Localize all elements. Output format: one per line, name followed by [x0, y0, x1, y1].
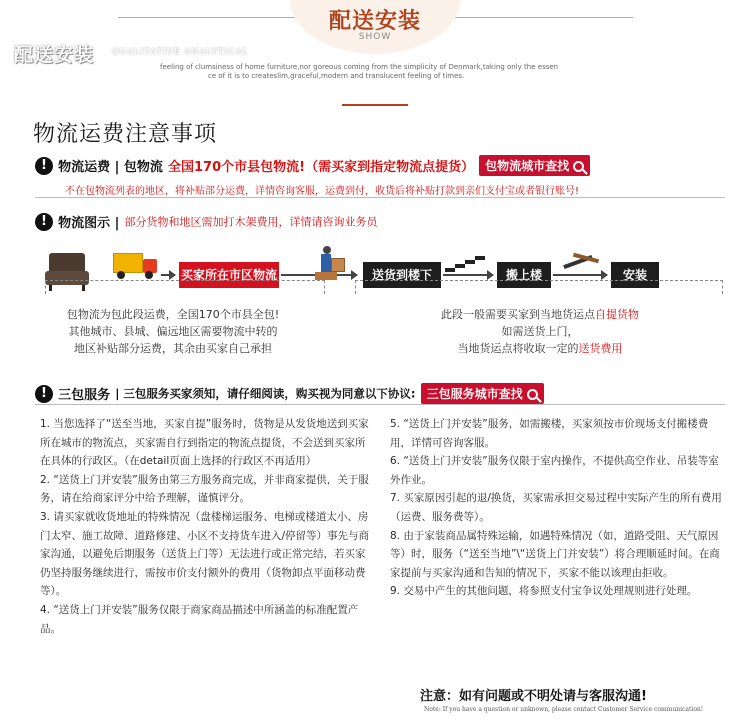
term-item: 2. “送货上门并安装”服务由第三方服务商完成，并非商家提供，关于服务，请在给商家评分中给予理解，谨慎评分。 — [40, 473, 369, 505]
banner-description-line-2: ce of it is to createslim,graceful,modern and translucent feeling of times. — [208, 72, 465, 80]
logistics-city-search-label: 包物流城市查找 — [485, 159, 570, 173]
banner-description — [160, 63, 620, 81]
page-title: 物流运费注意事项 — [33, 122, 218, 147]
flow-step-logistics-point: 买家所在市区物流点 — [179, 262, 279, 288]
footer-notice: 注意：如有问题或不明处请与客服沟通! — [420, 689, 647, 704]
logistics-diagram-desc: 部分货物和地区需加打木架费用，详情请咨询业务员 — [124, 215, 378, 229]
brand-logo-text: 配送安装 — [14, 44, 95, 66]
flow-arrow — [553, 274, 607, 276]
search-icon — [573, 161, 584, 172]
flow-caption-right-text: 此段一般需要买家到当地货运点 — [441, 308, 595, 321]
alert-icon: ! — [35, 213, 53, 231]
flow-caption-left-line: 包物流为包此段运费，全国170个市县全包! — [66, 308, 280, 321]
flow-bracket-left — [45, 280, 325, 294]
term-item: 1. 当您选择了“送至当地，买家自提”服务时，货物是从发货地送到买家所在城市的物流点，买家需自行到指定的物流点提货，不会送到买家所在具体的行政区。（在detail页面上选择的行政区不再适用） — [40, 418, 369, 468]
flow-caption-left-line: 地区补贴部分运费，其余由买家自己承担 — [74, 342, 272, 355]
porter-icon — [315, 246, 347, 280]
warranty-service-label: 三包服务 — [58, 388, 111, 403]
flow-step-install: 安装 — [611, 262, 659, 288]
terms-left-column — [40, 415, 370, 638]
flow-caption-right-highlight: 送货费用 — [578, 342, 623, 355]
shipping-fee-highlight: 全国170个市县包物流!（需买家到指定物流点提货） — [168, 160, 475, 175]
flow-step-carry-upstairs: 搬上楼 — [497, 262, 551, 288]
section-accent-rule — [342, 104, 408, 106]
term-item: 6. “送货上门并安装”服务仅限于室内操作，不提供高空作业、吊装等室外作业。 — [390, 455, 719, 486]
flow-bracket-right — [355, 280, 723, 294]
warranty-service-desc: | 三包服务买家须知，请仔细阅读，购买视为同意以下协议: — [115, 386, 416, 401]
logistics-diagram-label: 物流图示 | — [58, 216, 120, 231]
section-divider — [35, 404, 725, 405]
banner-divider-left — [118, 17, 308, 18]
stairs-icon — [445, 252, 489, 272]
term-item: 5. “送货上门并安装”服务，如需搬楼，买家须按市价现场支付搬楼费用，详情可咨询客服。 — [390, 418, 709, 449]
flow-caption-right-text: 当地货运点将收取一定的 — [457, 342, 579, 355]
tools-icon — [563, 250, 603, 272]
terms-right-column — [390, 415, 728, 601]
footer-notice-english: Note: If you have a question or unknown, please contact Customer Service communication! — [424, 706, 704, 713]
banner-title: 配送安装 — [328, 9, 421, 34]
truck-icon — [113, 253, 159, 283]
warranty-service-header — [35, 383, 544, 404]
warranty-city-search-label: 三包服务城市查找 — [426, 387, 523, 401]
banner-subtitle: SHOW — [358, 32, 392, 42]
search-icon — [527, 389, 538, 400]
shipping-fee-note: 不在包物流列表的地区，将补贴部分运费，详情咨询客服，运费到付，收货后将补贴打款到亲们支付宝或者银行账号! — [65, 186, 580, 197]
term-item: 7. 买家原因引起的退/换货，买家需承担交易过程中实际产生的所有费用（运费、服务费等）。 — [390, 492, 722, 523]
flow-caption-left-line: 其他城市、县城、偏远地区需要物流中转的 — [68, 325, 278, 338]
term-item: 3. 请买家就收货地址的特殊情况（盘楼梯运服务、电梯或楼道太小、房门太窄、施工故障、道路修建、小区不支持货车进入/停留等）事先与商家沟通，以避免后期服务（送货上门等）无法进行或正常完结，若买家仍坚持服务继续进行，需按市价支付额外的费用（货物卸点平面移动费等）。 — [40, 510, 370, 598]
logistics-flow-diagram — [35, 238, 725, 378]
banner-divider-right — [443, 17, 633, 18]
term-item: 9. 交易中产生的其他问题，将参照支付宝争议处理规则进行处理。 — [390, 585, 698, 598]
flow-caption-right-highlight: 自提货物 — [595, 308, 639, 321]
term-item: 8. 由于家装商品属特殊运输，如遇特殊情况（如，道路受阻、天气原因等）时，服务（“送至当地”\“送货上门并安装”）将合理顺延时间。在商家提前与买家沟通和告知的情况下，买家不能以该理由拒收。 — [390, 529, 720, 579]
alert-icon: ! — [35, 385, 53, 403]
flow-arrow — [161, 274, 175, 276]
flow-caption-right — [365, 306, 715, 357]
flow-caption-right-text: 如需送货上门， — [501, 325, 579, 338]
section-divider — [35, 197, 725, 198]
logistics-diagram-header — [35, 211, 377, 231]
warranty-city-search-button[interactable] — [421, 383, 544, 404]
header-banner — [0, 0, 750, 92]
banner-description-line-1: feeling of clumsiness of home furniture,nor goreous coming from the simplicity of Denmark,taking only the essen — [160, 63, 559, 71]
shipping-fee-section — [35, 155, 725, 197]
brand-logo-english: QUALITATIVE ANALYTICAL — [112, 47, 249, 56]
flow-arrow — [443, 274, 493, 276]
flow-step-deliver-downstairs: 送货到楼下 — [363, 262, 441, 288]
term-item: 4. “送货上门并安装”服务仅限于商家商品描述中所涵盖的标准配置产品。 — [40, 603, 359, 635]
alert-icon: ! — [35, 157, 53, 175]
logistics-city-search-button[interactable] — [479, 155, 590, 176]
shipping-fee-label: 物流运费 | 包物流 — [58, 160, 163, 175]
flow-caption-left — [53, 306, 293, 357]
